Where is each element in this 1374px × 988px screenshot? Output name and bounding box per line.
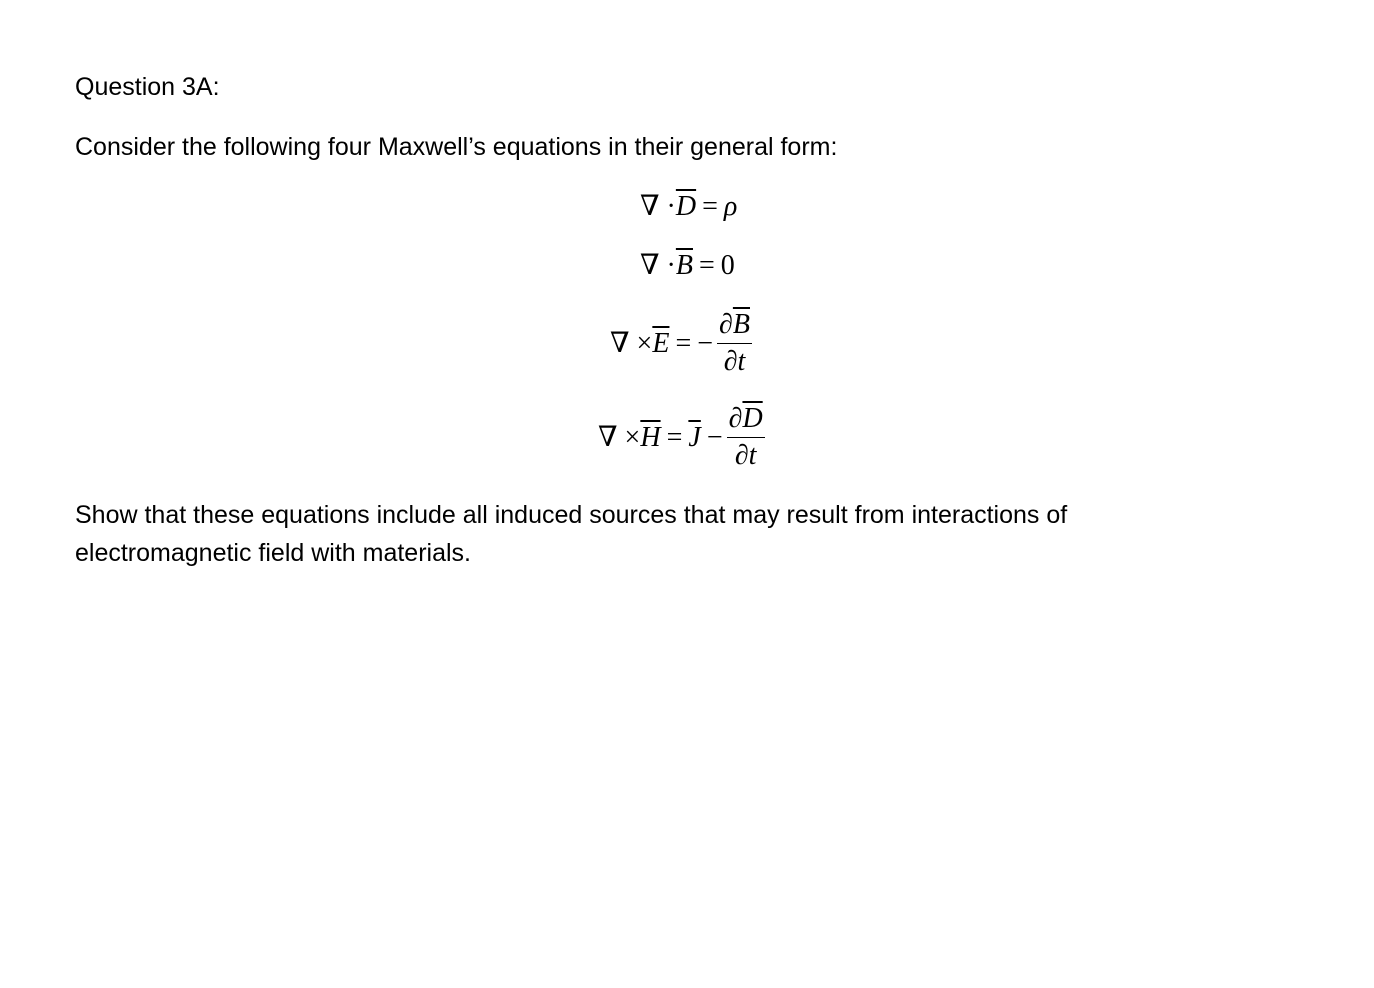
minus-sign: −	[697, 327, 714, 359]
faraday-law-equation	[610, 310, 752, 377]
curl-operator: ∇ ×	[598, 421, 641, 453]
equals-sign: =	[666, 421, 683, 453]
question-paragraph	[75, 496, 1067, 572]
divergence-operator: ∇ ·	[640, 250, 676, 281]
ampere-maxwell-law-equation	[598, 404, 765, 471]
question-line-2: electromagnetic field with materials.	[75, 539, 471, 567]
equals-sign: =	[675, 327, 692, 359]
fraction-numerator: $\partial\overline{B}$	[719, 309, 750, 340]
gauss-law-b-equation	[640, 250, 735, 282]
e-field-symbol: $\overline{E}$	[652, 327, 670, 359]
time-derivative-fraction	[727, 404, 765, 471]
zero-value: 0	[720, 250, 735, 281]
current-density-symbol: $\overline{J}$	[688, 421, 701, 453]
divergence-operator: ∇ ·	[640, 191, 676, 222]
equals-sign: =	[702, 191, 718, 222]
gauss-law-d-equation	[640, 191, 737, 223]
d-field-symbol: $\overline{D}$	[675, 191, 697, 222]
time-derivative-fraction	[717, 310, 752, 377]
question-line-1: Show that these equations include all induced sources that may result from interactions of	[75, 501, 1068, 529]
fraction-denominator: ∂t	[723, 346, 746, 377]
equals-sign: =	[698, 250, 715, 281]
intro-paragraph: Consider the following four Maxwell’s equations in their general form:	[75, 133, 838, 161]
fraction-numerator: $\partial\overline{D}$	[728, 403, 763, 434]
fraction-denominator: ∂t	[734, 440, 757, 471]
minus-sign: −	[706, 421, 723, 453]
curl-operator: ∇ ×	[610, 327, 653, 359]
charge-density-symbol: ρ	[723, 191, 738, 222]
question-title: Question 3A:	[75, 73, 220, 101]
h-field-symbol: $\overline{H}$	[640, 421, 661, 453]
b-field-symbol: $\overline{B}$	[675, 250, 693, 281]
